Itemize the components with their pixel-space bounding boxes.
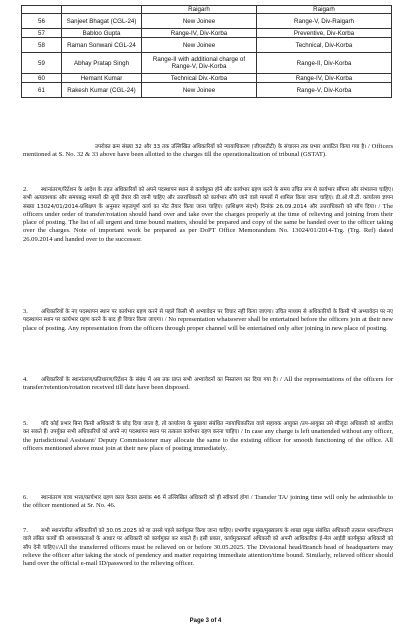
table-cell: Range-IV, Div-Korba xyxy=(142,29,257,38)
table-cell: Range-II, Div-Korba xyxy=(257,53,392,74)
paragraph-number: 7. xyxy=(23,527,28,534)
table-cell: Range-IV, Div-Korba xyxy=(257,74,392,83)
table-header-row xyxy=(22,6,392,14)
table-cell: Technical Div.-Korba xyxy=(142,74,257,83)
table-row xyxy=(22,53,392,74)
posting-table xyxy=(21,5,392,98)
paragraph-4-hindi: अधिकारियों के स्थानांतरण/प्रतिधारण/रिटेंशन के संबंध में अब तक प्राप्त सभी अभ्यावेदनों का निस्तारण कर दिया गया है। xyxy=(41,377,278,383)
table-cell: 59 xyxy=(22,53,62,74)
table-row xyxy=(22,14,392,29)
paragraph-6 xyxy=(23,494,393,511)
paragraph-number: 3. xyxy=(23,308,28,315)
table-cell: 61 xyxy=(22,83,62,98)
table-cell: Raigarh xyxy=(257,6,392,14)
table-cell: Range-V, Div-Raigarh xyxy=(257,14,392,29)
table-cell: New Joinee xyxy=(142,83,257,98)
table-cell xyxy=(22,6,62,14)
paragraph-5-hindi: यदि कोई प्रभार बिना किसी अधिकारी के छोड़ दिया जाता है, तो कार्यालय के मुखाया संबंधित न्यायाधिकारिता वाले सहायक आयुक्त /उप-आयुक्त उसे मौजूदा अधिकारी को आवंटित कर सकते हैं। उपर्युक्त सभी अधिकारियों को अपने नए पदस्थापन स्थान पर तत्काल कार्यभार ग्रहण करना चाहिए। xyxy=(23,421,393,436)
table-cell: Babloo Gupta xyxy=(62,29,142,38)
page-number: Page 3 of 4 xyxy=(189,618,222,624)
table-cell: Technical, Div-Korba xyxy=(257,38,392,53)
table-cell: Rakesh Kumar (CGL-24) xyxy=(62,83,142,98)
paragraph-7-english: /All the transferred officers must be relieved on or before 30.05.2025. The Divisional head/Branch head of headquarters may relieve the officer after taking the stock of pendency and matter requiring immediate attention/time bound. Similarly, relieved officer should hand over the official e-mail ID/password to the relieving officer. xyxy=(23,543,393,568)
paragraph-number: 6. xyxy=(23,494,28,501)
table-cell: Raigarh xyxy=(142,6,257,14)
table-row xyxy=(22,74,392,83)
table-cell: Hemant Kumar xyxy=(62,74,142,83)
paragraph-4 xyxy=(23,376,393,393)
table-cell: Range-V, Div-Korba xyxy=(257,83,392,98)
table-cell: 56 xyxy=(22,14,62,29)
intro-hindi: उपरोक्त क्रम संख्या 32 और 33 तक उल्लिखित अधिकारियों को न्यायाधिकरण (जीएसटीटी) के संचालन तक प्रभार आवंटित किया गया है। xyxy=(95,144,367,150)
paragraph-7 xyxy=(23,527,393,568)
intro-paragraph xyxy=(23,143,393,160)
intro-english: / Officers mentioned at S. No. 32 & 33 above have been allotted to the charges till the operationalization of tribunal (GSTAT). xyxy=(23,143,393,159)
table-cell: New Joinee xyxy=(142,14,257,29)
paragraph-4-english: / All the representations of the officers for transfer/retention/rotation received till date have been disposed. xyxy=(23,376,393,392)
table-cell: 58 xyxy=(22,38,62,53)
paragraph-6-english: / Transfer TA/ joining time will only be admissible to the officer mentioned at Sr. No. 46. xyxy=(23,494,393,510)
table-cell: Abhay Pratap Singh xyxy=(62,53,142,74)
table-cell: Sanjeet Bhagat (CGL-24) xyxy=(62,14,142,29)
paragraph-3 xyxy=(23,308,393,333)
table-cell xyxy=(62,6,142,14)
table-row xyxy=(22,29,392,38)
table-cell: New Joinee xyxy=(142,38,257,53)
table-cell: Preventive, Div-Korba xyxy=(257,29,392,38)
table-cell: 60 xyxy=(22,74,62,83)
paragraph-7-hindi: सभी स्थानांतरित अधिकारियों को 30.05.2025 को या उससे पहले कार्यमुक्त किया जाना चाहिए। प्रभागीय प्रमुख/मुख्यालय के शाखा प्रमुख संबंधित अधिकारी तत्काल ध्यान/निपटान वाले लंबित कार्यों की आवश्यकताओं के आधार पर अधिकारी को कार्यमुक्त कर सकते हैं। इसी प्रकार, कार्यमुक्तकर्ता अधिकारी को अपनी आधिकारिक ई-मेल आईडी कार्यमुक्त अधिकारी को सौंप देनी चाहिए। xyxy=(23,528,393,551)
table-cell: Range-II with additional charge of Range-V, Div-Korba xyxy=(142,53,257,74)
paragraph-6-hindi: स्थानांतरण यात्रा भत्ता/कार्यभार ग्रहण काल केवल क्रमांक 46 में उल्लिखित अधिकारी को ही स्वीकार्य होगा xyxy=(41,495,249,501)
paragraph-3-english: / No representation whatsoever shall be entertained before the officers join at their new place of posting. Any representation from the officers through proper channel will be entertained only after joining in new place of posting. xyxy=(23,316,393,332)
paragraph-5 xyxy=(23,420,393,453)
paragraph-number: 4. xyxy=(23,376,28,383)
paragraph-5-english: / In case any charge is left unattended without any officer, the jurisdictional Assistant/ Deputy Commissioner may allocate the same to the existing officer for smooth functioning of the office. All officers mentioned above must join at their new place of posting immediately. xyxy=(23,428,393,452)
paragraph-2-english: / The officers under order of transfer/rotation should hand over and take over the charges properly at the time of relieving and joining from their place of posting. The list of all urgent and time bound matters, should be prepared and copy of the same be handed over to the officer taking over the charges. Note of important work be prepared as per DoPT Office Memorandum No. 13024/01/2014-Trg. (Trg. Ref) dated 26.09.2014 and handed over to the successor. xyxy=(23,202,393,243)
paragraph-3-hindi: अधिकारियों के नए पदस्थापन स्थान पर कार्यभार ग्रहण करने से पहले किसी भी अभ्यावेदन पर विचार नहीं किया जाएगा। उचित माध्यम से अधिकारियों के किसी भी अभ्यावेदन पर नए पदस्थापन स्थान पर कार्यभार ग्रहण करने के बाद ही विचार किया जाएगा। xyxy=(23,309,393,324)
table-row xyxy=(22,83,392,98)
table-cell: Raman Sonwani CGL-24 xyxy=(62,38,142,53)
paragraph-number: 2. xyxy=(23,186,28,193)
table-row xyxy=(22,38,392,53)
paragraph-2 xyxy=(23,186,393,244)
table-cell: 57 xyxy=(22,29,62,38)
paragraph-2-hindi: स्थानांतरण/रिटेंशन के आदेश के तहत अधिकारियों को अपने पदस्थापन स्थान से कार्यमुक्त होने और कार्यभार ग्रहण करने के समय उचित रूप से कार्यभार सौंपना और संभालना चाहिए। सभी अत्यावश्यक और समयबद्ध मामलों की सूची तैयार की जानी चाहिए और उत्तराधिकारी को कार्यभार सौंपे जाने वाले मामलों में शामिल किया जाना चाहिए। डी.ओ.पी.टी. कार्यालय ज्ञापन संख्या 13024/01/2014-प्रशिक्षण के अनुसार महत्वपूर्ण कार्य का नोट तैयार किया जाना चाहिए। (प्रशिक्षण संदर्भ) दिनांक 26.09.2014 और उत्तराधिकारी को सौंप दिया। xyxy=(23,187,393,210)
paragraph-number: 5. xyxy=(23,420,28,427)
